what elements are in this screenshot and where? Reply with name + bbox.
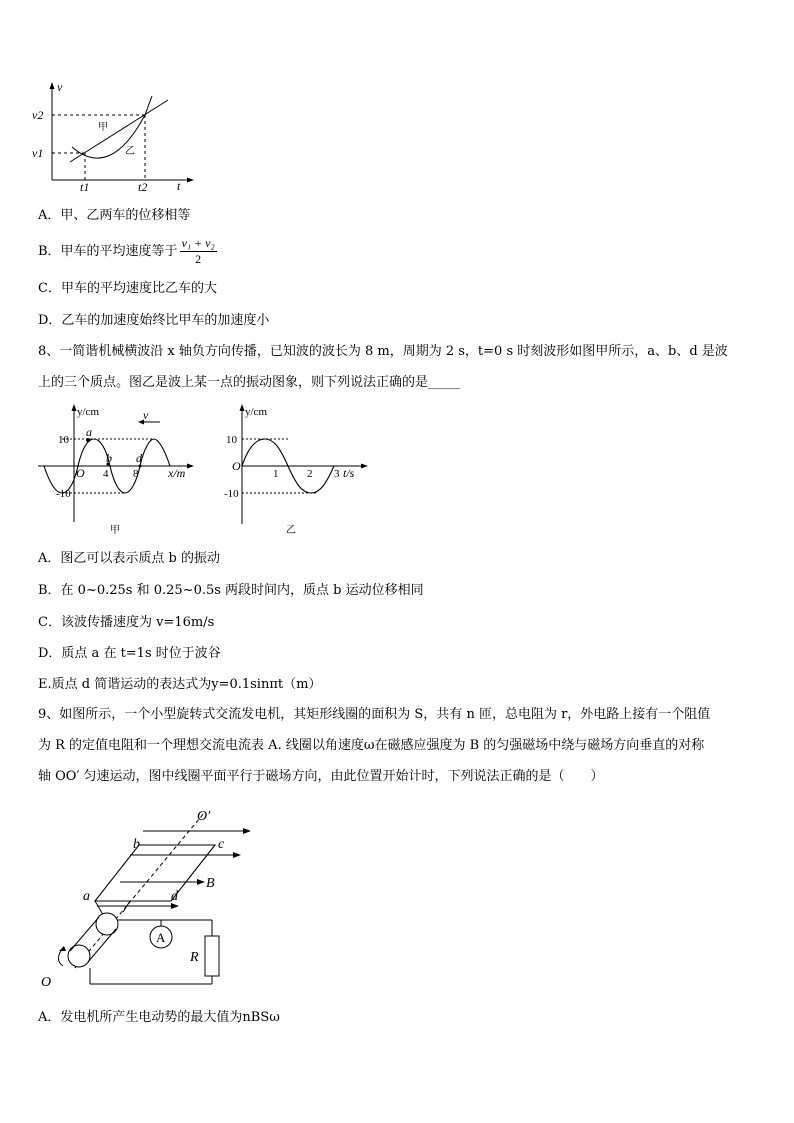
label-b: b	[133, 837, 140, 852]
wave-ylabel: y/cm	[77, 406, 99, 418]
vib-y-pos: 10	[226, 434, 237, 446]
wave-b-label: b	[106, 451, 112, 465]
yi-curve	[72, 96, 152, 158]
label-c: c	[218, 837, 225, 852]
generator-diagram	[35, 800, 275, 1000]
q8-option-b: B．在 0~0.25s 和 0.25~0.5s 两段时间内，质点 b 运动位移相同	[38, 583, 424, 598]
vt-t-arrow	[187, 178, 194, 183]
field-arrow-2	[233, 852, 241, 858]
jia-label: 甲	[98, 122, 108, 133]
resistor-r	[205, 936, 219, 976]
vibration-graph	[222, 400, 372, 540]
label-o: O	[41, 975, 52, 990]
field-arrow-3	[197, 879, 205, 885]
q9-stem-line2: 为 R 的定值电阻和一个理想交流电流表 A. 线圈以角速度ω在磁感应强度为 B 的匀强磁场中绕与磁场方向垂直的对称	[38, 738, 705, 753]
vib-t1: 1	[273, 468, 279, 480]
label-ammeter: A	[156, 930, 166, 945]
wave-x8: 8	[133, 468, 139, 480]
wave-d-label: d	[136, 451, 142, 465]
label-a: a	[83, 889, 90, 904]
vib-t3: 3	[334, 468, 340, 480]
yi-label: 乙	[125, 146, 135, 157]
wave-xlabel: x/m	[168, 466, 186, 480]
t2-label: t2	[138, 180, 148, 194]
vt-axis-t-label: t	[177, 179, 181, 193]
q8-option-d: D．质点 a 在 t=1s 时位于波谷	[38, 646, 221, 661]
q7-option-b-text: B．甲车的平均速度等于	[38, 244, 178, 259]
coil	[95, 845, 215, 901]
shaft-line-1	[70, 917, 99, 951]
wave-y-arrow	[72, 404, 77, 411]
q9-option-a: A．发电机所产生电动势的最大值为nBSω	[38, 1010, 280, 1025]
vib-y-arrow	[240, 404, 245, 411]
label-r: R	[190, 950, 199, 965]
q8-option-c: C．该波传播速度为 v=16m/s	[38, 615, 215, 630]
wave-v-label: v	[143, 408, 149, 422]
wave-y-pos: 10	[58, 434, 69, 446]
q8-option-e: E.质点 d 简谐运动的表达式为y=0.1sinπt（m）	[38, 677, 322, 692]
q7-option-c: C．甲车的平均速度比乙车的大	[38, 281, 217, 296]
wave-x4: 4	[103, 468, 109, 480]
rotation-arrow-head	[59, 946, 66, 951]
vt-graph	[30, 80, 200, 195]
wave-x-arrow	[187, 464, 194, 469]
q7-option-d: D．乙车的加速度始终比甲车的加速度小	[38, 313, 270, 328]
q8-stem-line1: 8、一简谐机械横波沿 x 轴负方向传播，已知波的波长为 8 m，周期为 2 s，t=0 s 时刻波形如图甲所示，a、b、d 是波	[38, 344, 728, 359]
jia-line	[70, 100, 168, 162]
label-B: B	[206, 876, 215, 891]
vib-t-arrow	[361, 464, 368, 469]
slip-ring-upper	[96, 913, 118, 935]
v2-label: v2	[32, 108, 44, 122]
label-o-prime: O′	[197, 809, 211, 824]
wave-origin: O	[76, 466, 85, 480]
field-arrow-1	[243, 828, 251, 834]
q9-stem-line1: 9、如图所示，一个小型旋转式交流发电机，其矩形线圈的面积为 S，共有 n 匝，总电阻为 r，外电路上接有一个阻值	[38, 707, 711, 722]
slip-ring-lower	[68, 945, 90, 967]
q7-option-b-fraction	[180, 236, 217, 267]
vib-caption: 乙	[286, 525, 296, 536]
q8-option-a: A．图乙可以表示质点 b 的振动	[38, 551, 220, 566]
q7-option-a: A．甲、乙两车的位移相等	[38, 208, 191, 223]
wave-caption: 甲	[110, 525, 120, 536]
vib-y-neg: -10	[224, 488, 239, 500]
v1-label: v1	[32, 146, 44, 160]
wave-a-label: a	[86, 425, 92, 439]
vib-ylabel: y/cm	[245, 406, 267, 418]
label-d: d	[171, 889, 178, 904]
vt-axis-v-label: v	[57, 80, 63, 94]
t1-label: t1	[80, 180, 90, 194]
q7-option-b	[38, 236, 217, 267]
fraction-denominator: 2	[195, 252, 202, 266]
vib-t2: 2	[307, 468, 313, 480]
vib-origin: O	[232, 459, 241, 473]
q8-stem-line2: 上的三个质点。图乙是波上某一点的振动图象，则下列说法正确的是_____	[38, 375, 461, 390]
q9-stem-line3: 轴 OO′ 匀速运动，图中线圈平面平行于磁场方向，由此位置开始计时，下列说法正确的是（ ）	[38, 769, 604, 784]
fraction-numerator: v₁ + v₂	[181, 236, 215, 250]
vt-v-arrow	[50, 82, 55, 89]
wave-y-neg: -10	[56, 488, 71, 500]
wave-graph	[30, 400, 210, 540]
vib-xlabel: t/s	[343, 466, 355, 480]
rotation-axis	[75, 812, 205, 968]
